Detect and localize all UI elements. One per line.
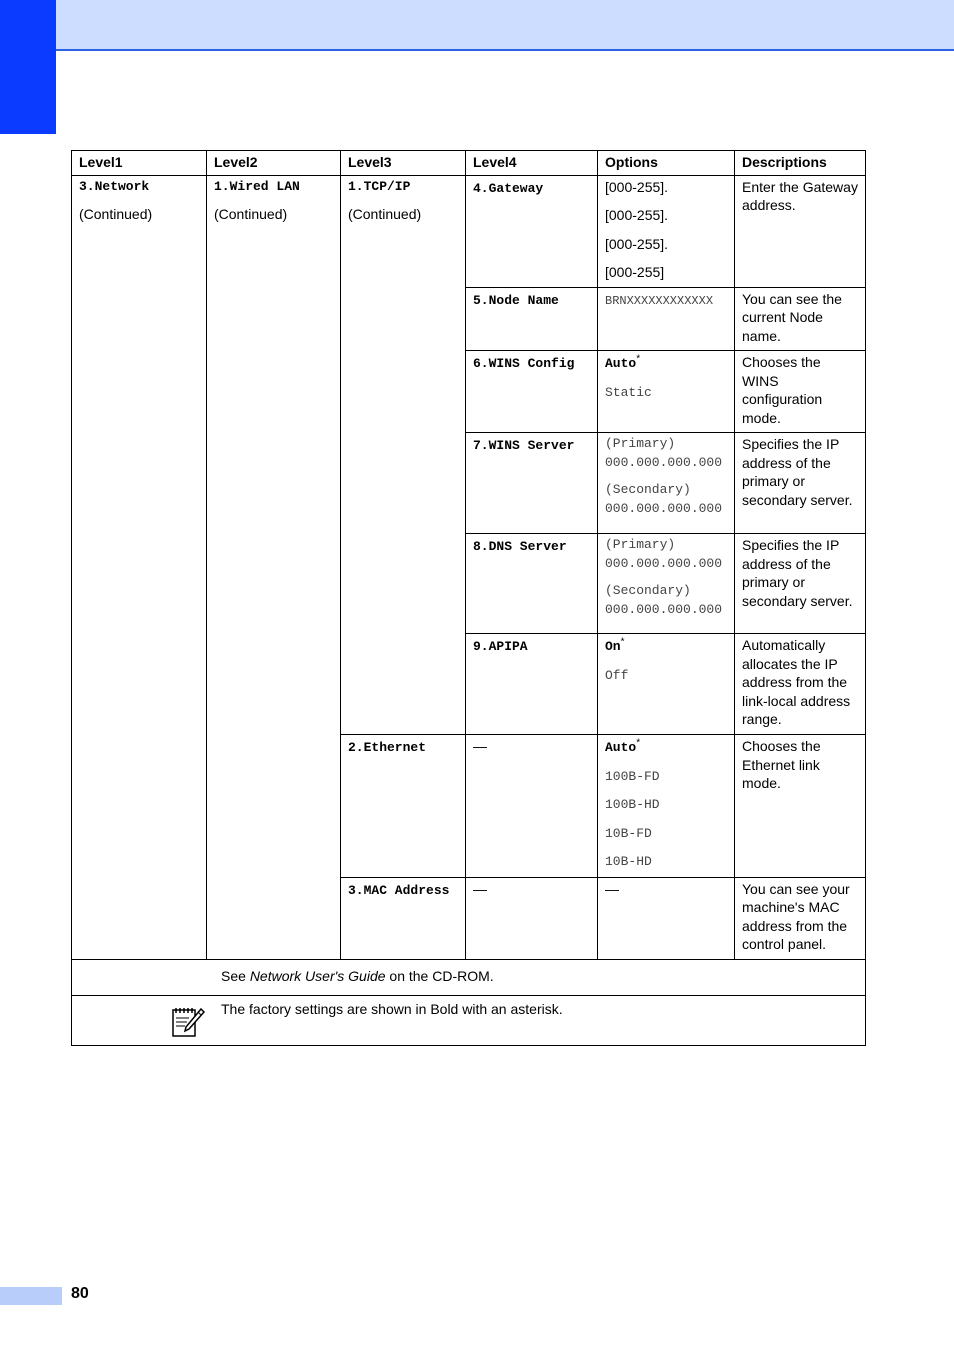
header-descriptions: Descriptions xyxy=(735,151,866,176)
option-gateway-3: [000-255]. xyxy=(605,235,669,252)
option-gateway-4: [000-255] xyxy=(605,264,665,280)
options-apipa xyxy=(598,634,735,735)
level4-apipa: 9.APIPA xyxy=(466,634,598,735)
level3-ethernet: 2.Ethernet xyxy=(341,735,466,878)
level3-tcpip-cell xyxy=(341,175,466,735)
menu-settings-table xyxy=(71,150,866,1046)
chapter-tab xyxy=(0,0,56,134)
level3-tcpip-value: 1.TCP/IP xyxy=(348,178,411,194)
level4-ethernet: — xyxy=(466,735,598,878)
options-wins-server xyxy=(598,433,735,534)
header-band xyxy=(0,0,954,51)
level4-mac-address: — xyxy=(466,877,598,959)
level2-continued: (Continued) xyxy=(214,206,288,222)
level4-dns-server: 8.DNS Server xyxy=(466,534,598,634)
description-apipa: Automatically allocates the IP address from the link-local address range. xyxy=(735,634,866,735)
level1-cell xyxy=(72,175,207,959)
see-guide-row xyxy=(72,959,866,996)
notepad-pencil-icon xyxy=(171,1005,205,1039)
description-mac-address: You can see your machine's MAC address from the control panel. xyxy=(735,877,866,959)
header-options: Options xyxy=(598,151,735,176)
option-dns-secondary-label: (Secondary) xyxy=(605,583,691,598)
level3-mac-address: 3.MAC Address xyxy=(341,877,466,959)
table-header-row xyxy=(72,151,866,176)
option-apipa-off: Off xyxy=(605,667,629,683)
option-ethernet-100b-fd: 100B-FD xyxy=(605,768,660,784)
level1-continued: (Continued) xyxy=(79,206,153,222)
description-node-name: You can see the current Node name. xyxy=(735,287,866,351)
level4-wins-server: 7.WINS Server xyxy=(466,433,598,534)
header-level4: Level4 xyxy=(466,151,598,176)
level4-node-name: 5.Node Name xyxy=(466,287,598,351)
level1-value: 3.Network xyxy=(79,178,150,194)
option-dns-primary-label: (Primary) xyxy=(605,537,676,552)
option-wins-secondary-label: (Secondary) xyxy=(605,482,691,497)
option-gateway-2: [000-255]. xyxy=(605,207,669,223)
factory-settings-row xyxy=(72,996,866,1046)
options-dns-server xyxy=(598,534,735,634)
options-gateway xyxy=(598,175,735,287)
option-ethernet-10b-hd: 10B-HD xyxy=(605,854,652,869)
factory-settings-note: The factory settings are shown in Bold with an asterisk. xyxy=(221,1001,563,1017)
option-ethernet-100b-hd: 100B-HD xyxy=(605,797,660,812)
level4-gateway: 4.Gateway xyxy=(466,175,598,287)
options-wins-config xyxy=(598,351,735,433)
option-wins-secondary-address: 000.000.000.000 xyxy=(605,500,723,516)
description-wins-server: Specifies the IP address of the primary or secondary server. xyxy=(735,433,866,534)
option-wins-primary-address: 000.000.000.000 xyxy=(605,454,723,470)
description-gateway: Enter the Gateway address. xyxy=(735,175,866,287)
option-wins-primary-label: (Primary) xyxy=(605,436,676,451)
option-ethernet-10b-fd: 10B-FD xyxy=(605,825,652,841)
description-dns-server: Specifies the IP address of the primary or secondary server. xyxy=(735,534,866,634)
options-node-name: BRNXXXXXXXXXXXX xyxy=(598,287,735,351)
description-wins-config: Chooses the WINS configuration mode. xyxy=(735,351,866,433)
option-apipa-default: On xyxy=(605,639,621,654)
page-number: 80 xyxy=(71,1285,89,1302)
header-level2: Level2 xyxy=(207,151,341,176)
header-level1: Level1 xyxy=(72,151,207,176)
options-mac-address: — xyxy=(598,877,735,959)
level3-tcpip-continued: (Continued) xyxy=(348,206,422,222)
level2-value: 1.Wired LAN xyxy=(214,178,300,194)
options-ethernet xyxy=(598,735,735,878)
option-dns-secondary-address: 000.000.000.000 xyxy=(605,601,723,617)
level4-wins-config: 6.WINS Config xyxy=(466,351,598,433)
guide-title: Network User's Guide xyxy=(249,967,386,984)
option-gateway-1: [000-255]. xyxy=(605,178,669,195)
level2-cell xyxy=(207,175,341,959)
option-dns-primary-address: 000.000.000.000 xyxy=(605,555,723,571)
header-level3: Level3 xyxy=(341,151,466,176)
option-wins-config-default: Auto xyxy=(605,356,637,371)
see-guide-note: See Network User's Guide on the CD-ROM. xyxy=(221,967,494,984)
table-row xyxy=(72,175,866,287)
option-ethernet-default: Auto xyxy=(605,740,637,755)
default-asterisk: * xyxy=(636,353,641,365)
default-asterisk: * xyxy=(620,636,625,648)
description-ethernet: Chooses the Ethernet link mode. xyxy=(735,735,866,878)
option-wins-config-static: Static xyxy=(605,384,652,400)
page-number-tab xyxy=(0,1287,62,1305)
default-asterisk: * xyxy=(636,737,641,749)
